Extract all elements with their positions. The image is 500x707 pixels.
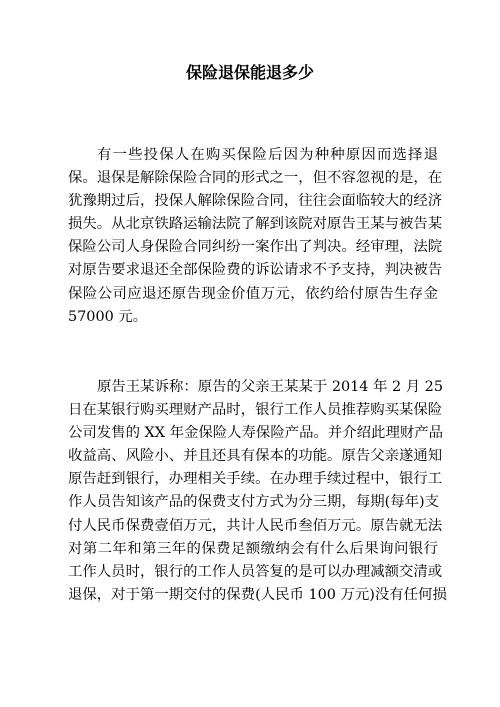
paragraph-line: 付人民币保费壹佰万元，共计人民币叁佰万元。原告就无法 (68, 517, 443, 534)
paragraph-line: 原告王某诉称：原告的父亲王某某于 2014 年 2 月 25 (97, 379, 443, 395)
document-title: 保险退保能退多少 (185, 63, 314, 82)
paragraph-line: 对第二年和第三年的保费足额缴纳会有什么后果询问银行 (68, 540, 438, 557)
paragraph-line: 退保，对于第一期交付的保费(人民币 100 万元)没有任何损 (68, 586, 447, 603)
paragraph-line: 保险公司人身保险合同纠纷一案作出了判决。经审理，法院 (68, 239, 443, 256)
paragraph-line: 对原告要求退还全部保险费的诉讼请求不予支持，判决被告 (68, 262, 443, 279)
paragraph-line: 日在某银行购买理财产品时，银行工作人员推荐购买某保险 (68, 402, 443, 419)
paragraph-line: 工作人员时，银行的工作人员答复的是可以办理减额交清或 (68, 563, 443, 580)
paragraph-line: 57000 元。 (68, 308, 148, 325)
paragraph-1 (68, 144, 443, 329)
paragraph-line: 有一些投保人在购买保险后因为种种原因而选择退 (97, 147, 438, 163)
paragraph-2 (68, 376, 447, 607)
paragraph-line: 原告赶到银行，办理相关手续。在办理手续过程中，银行工 (68, 471, 443, 488)
paragraph-line: 收益高、风险小、并且还具有保本的功能。原告父亲遂通知 (68, 448, 443, 465)
paragraph-line: 犹豫期过后，投保人解除保险合同，往往会面临较大的经济 (68, 193, 443, 210)
paragraph-line: 公司发售的 XX 年金保险人寿保险产品。并介绍此理财产品 (68, 425, 444, 442)
paragraph-line: 保。退保是解除保险合同的形式之一，但不容忽视的是，在 (68, 170, 443, 187)
paragraph-line: 损失。从北京铁路运输法院了解到该院对原告王某与被告某 (68, 216, 443, 233)
paragraph-line: 保险公司应退还原告现金价值万元，依约给付原告生存金 (68, 285, 438, 302)
paragraph-line: 作人员告知该产品的保费支付方式为分三期，每期(每年)支 (68, 494, 439, 511)
